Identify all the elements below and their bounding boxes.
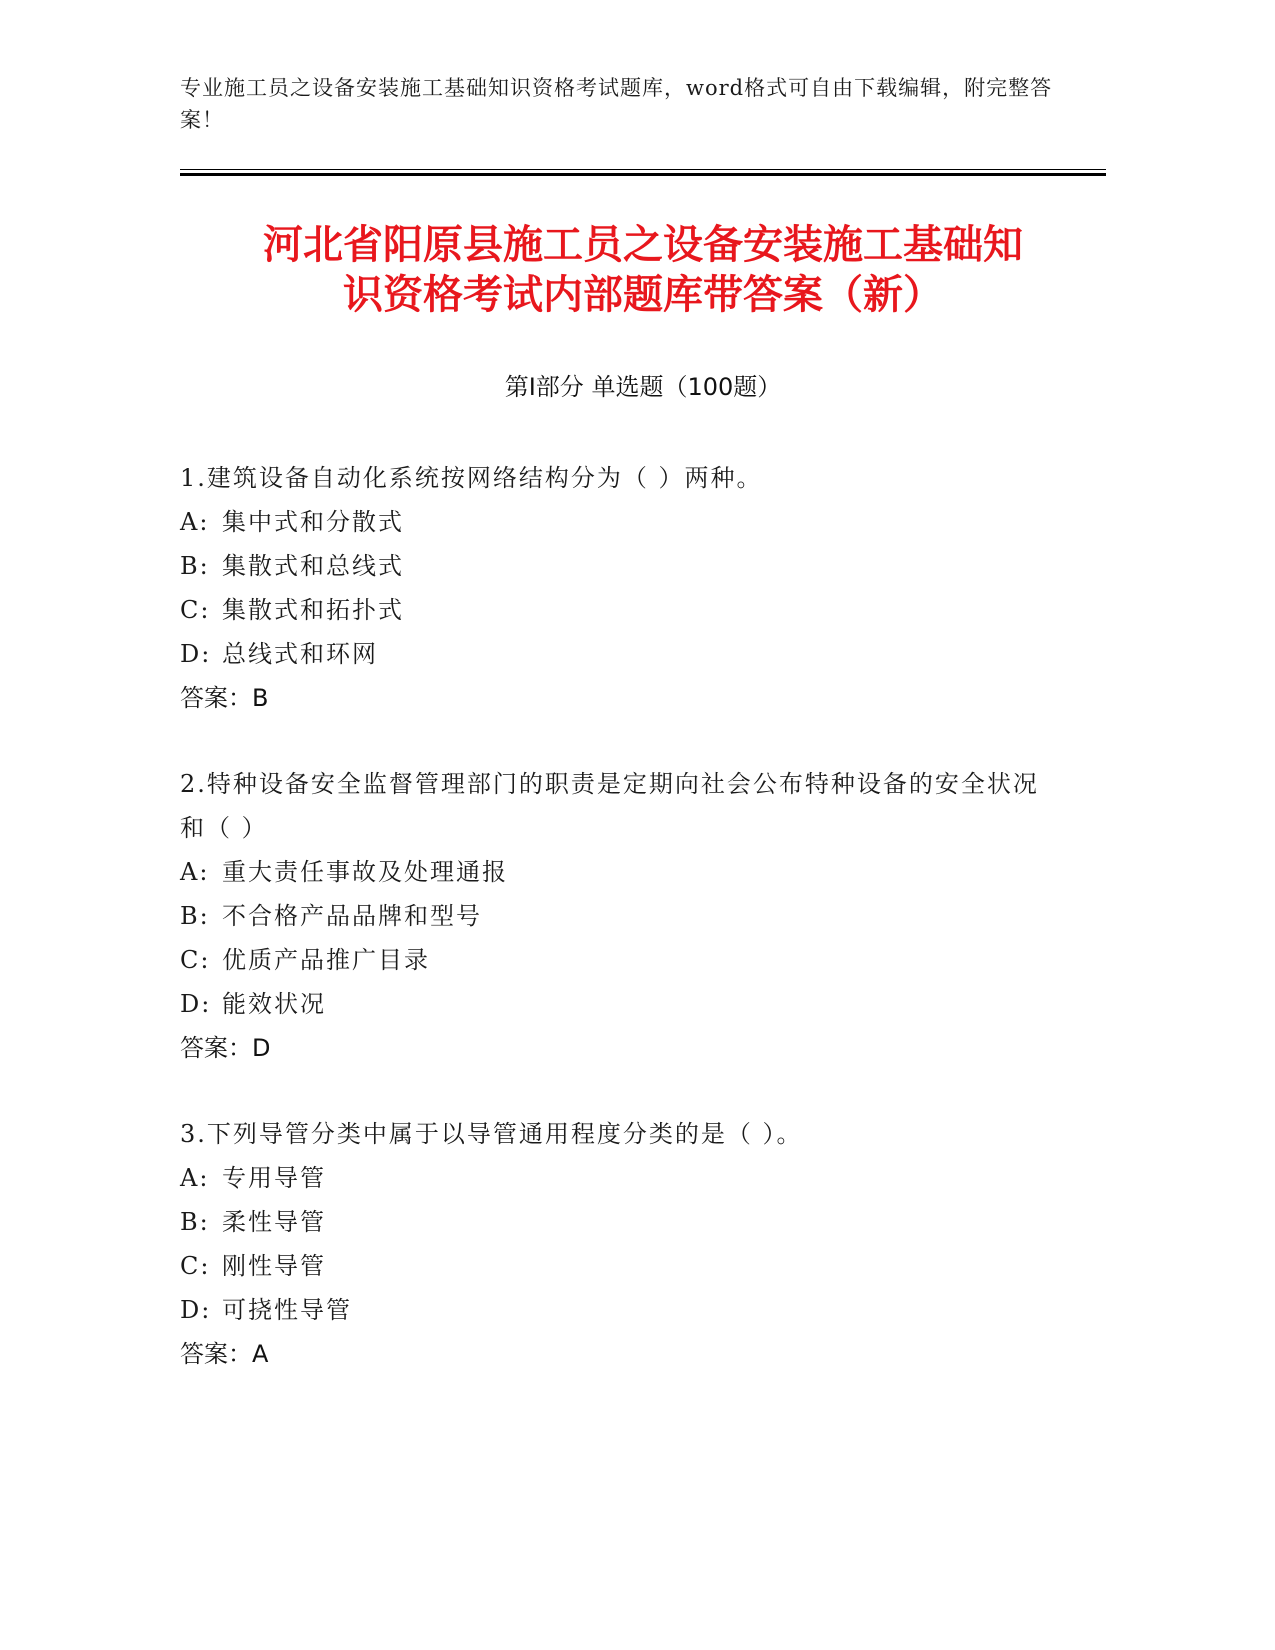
option-text: 重大责任事故及处理通报 xyxy=(222,858,508,886)
question-3 xyxy=(180,1112,1060,1376)
question-list xyxy=(180,456,1060,1418)
option-text: 集散式和拓扑式 xyxy=(222,596,404,624)
header-rule-thick xyxy=(180,173,1106,176)
question-stem: 2.特种设备安全监督管理部门的职责是定期向社会公布特种设备的安全状况和（ ） xyxy=(180,770,1039,842)
option-text: 集散式和总线式 xyxy=(222,552,404,580)
option-text: 集中式和分散式 xyxy=(222,508,404,536)
question-1 xyxy=(180,456,1060,720)
option-letter: A: xyxy=(180,1164,210,1192)
answer-line: 答案：B xyxy=(180,684,269,712)
question-stem: 3.下列导管分类中属于以导管通用程度分类的是（ ）。 xyxy=(180,1120,803,1148)
option-b xyxy=(180,1200,1060,1244)
option-letter: B: xyxy=(180,1208,210,1236)
option-letter: B: xyxy=(180,552,210,580)
answer-line: 答案：A xyxy=(180,1340,269,1368)
option-text: 专用导管 xyxy=(222,1164,326,1192)
option-a xyxy=(180,850,1060,894)
option-letter: C: xyxy=(180,1252,211,1280)
answer-line: 答案：D xyxy=(180,1034,271,1062)
option-text: 不合格产品品牌和型号 xyxy=(222,902,482,930)
question-stem: 1.建筑设备自动化系统按网络结构分为（ ）两种。 xyxy=(180,464,763,492)
option-text: 总线式和环网 xyxy=(222,640,378,668)
option-a xyxy=(180,500,1060,544)
option-letter: A: xyxy=(180,508,210,536)
option-text: 可挠性导管 xyxy=(222,1296,352,1324)
option-letter: D: xyxy=(180,990,212,1018)
option-text: 柔性导管 xyxy=(222,1208,326,1236)
option-c xyxy=(180,938,1060,982)
section-heading: 第Ⅰ部分 单选题（100题） xyxy=(504,373,782,401)
option-letter: D: xyxy=(180,640,212,668)
option-letter: A: xyxy=(180,858,210,886)
option-d xyxy=(180,632,1060,676)
option-letter: C: xyxy=(180,596,211,624)
option-text: 能效状况 xyxy=(222,990,326,1018)
header-rule-thin xyxy=(180,169,1106,170)
option-letter: B: xyxy=(180,902,210,930)
option-d xyxy=(180,1288,1060,1332)
option-letter: D: xyxy=(180,1296,212,1324)
header-note: 专业施工员之设备安装施工基础知识资格考试题库，word格式可自由下载编辑，附完整答案！ xyxy=(180,76,1053,132)
option-text: 优质产品推广目录 xyxy=(222,946,430,974)
option-a xyxy=(180,1156,1060,1200)
option-d xyxy=(180,982,1060,1026)
option-b xyxy=(180,894,1060,938)
question-2 xyxy=(180,762,1060,1070)
option-text: 刚性导管 xyxy=(222,1252,326,1280)
title-line-2: 识资格考试内部题库带答案（新） xyxy=(343,272,943,318)
option-b xyxy=(180,544,1060,588)
title-line-1: 河北省阳原县施工员之设备安装施工基础知 xyxy=(263,222,1023,268)
option-c xyxy=(180,588,1060,632)
option-letter: C: xyxy=(180,946,211,974)
option-c xyxy=(180,1244,1060,1288)
document-title xyxy=(180,220,1106,320)
